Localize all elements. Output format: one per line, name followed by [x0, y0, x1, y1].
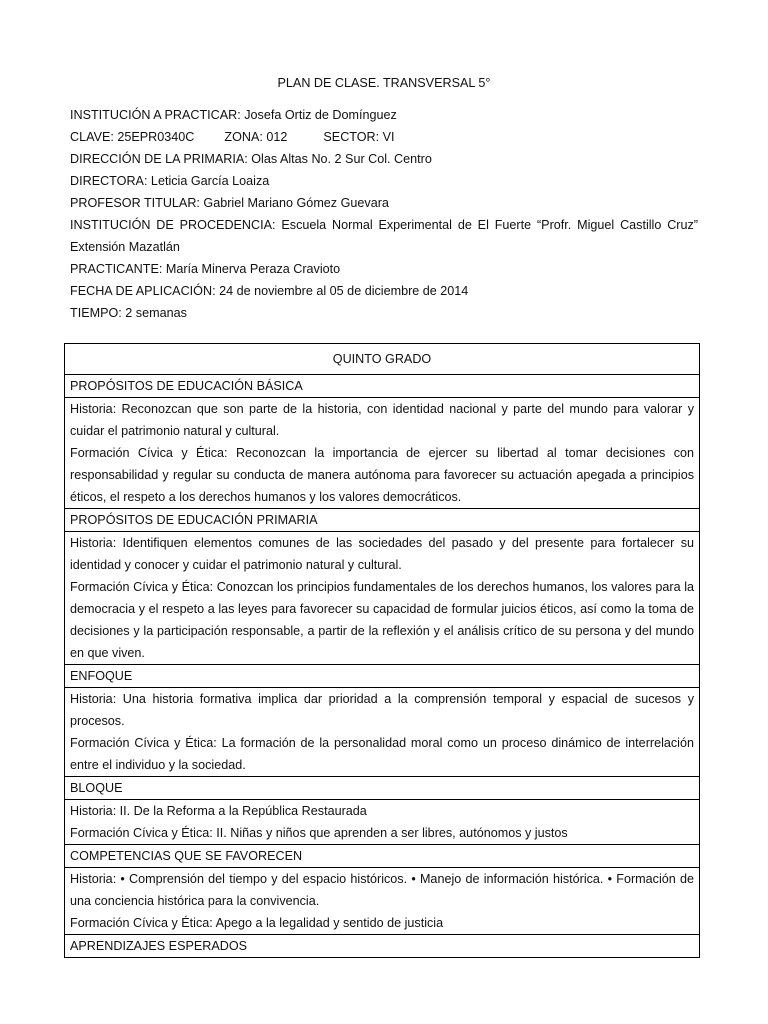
- section-body-row: [65, 868, 700, 935]
- clave-zona-sector-line: [70, 126, 698, 148]
- fecha-line: FECHA DE APLICACIÓN: 24 de noviembre al 05 de diciembre de 2014: [70, 284, 469, 298]
- plan-table: [64, 343, 700, 958]
- section-heading: APRENDIZAJES ESPERADOS: [65, 935, 700, 958]
- grade-row: [65, 344, 700, 375]
- section-body: [65, 868, 700, 935]
- paragraph-civica: Formación Cívica y Ética: Reconozcan la importancia de ejercer su libertad al tomar decisiones con responsabilidad y regular su conducta de manera autónoma para favorecer su actuación apegada a principios éticos, el respeto a los derechos humanos y los valores democráticos.: [70, 446, 694, 504]
- tiempo-line: TIEMPO: 2 semanas: [70, 306, 187, 320]
- section-body-row: [65, 532, 700, 665]
- direccion-line: DIRECCIÓN DE LA PRIMARIA: Olas Altas No. 2 Sur Col. Centro: [70, 152, 432, 166]
- section-body-row: [65, 688, 700, 777]
- section-body-row: [65, 800, 700, 845]
- section-body: [65, 532, 700, 665]
- paragraph-civica: Formación Cívica y Ética: Conozcan los principios fundamentales de los derechos humanos, los valores para la democracia y el respeto a las leyes para favorecer su capacidad de formular juicios éticos, así como la toma de decisiones y la participación responsable, a partir de la reflexión y el análisis crítico de su persona y del mundo en que viven.: [70, 580, 694, 660]
- section-body-row: [65, 398, 700, 509]
- section-body: [65, 800, 700, 845]
- paragraph-civica: Formación Cívica y Ética: II. Niñas y niños que aprenden a ser libres, autónomos y justos: [70, 826, 568, 840]
- grade-cell: QUINTO GRADO: [65, 344, 700, 375]
- section-heading: PROPÓSITOS DE EDUCACIÓN BÁSICA: [65, 375, 700, 398]
- paragraph-historia: Historia: Reconozcan que son parte de la historia, con identidad nacional y parte del mundo para valorar y cuidar el patrimonio natural y cultural.: [70, 402, 694, 438]
- procedencia-line: INSTITUCIÓN DE PROCEDENCIA: Escuela Normal Experimental de El Fuerte “Profr. Miguel Castillo Cruz” Extensión Mazatlán: [70, 218, 698, 254]
- document-title: PLAN DE CLASE. TRANSVERSAL 5°: [277, 76, 491, 90]
- zona-text: ZONA: 012: [224, 130, 288, 144]
- section-heading-row: [65, 375, 700, 398]
- section-heading-row: [65, 935, 700, 958]
- section-body: [65, 688, 700, 777]
- institucion-line: INSTITUCIÓN A PRACTICAR: Josefa Ortiz de Domínguez: [70, 108, 397, 122]
- section-heading-row: [65, 665, 700, 688]
- paragraph-historia: Historia: Identifiquen elementos comunes de las sociedades del pasado y del presente para fortalecer su identidad y conocer y cuidar el patrimonio natural y cultural.: [70, 536, 694, 572]
- profesor-line: PROFESOR TITULAR: Gabriel Mariano Gómez Guevara: [70, 196, 389, 210]
- paragraph-civica: Formación Cívica y Ética: Apego a la legalidad y sentido de justicia: [70, 916, 444, 930]
- sector-text: SECTOR: VI: [323, 130, 395, 144]
- section-heading-row: [65, 777, 700, 800]
- section-heading: PROPÓSITOS DE EDUCACIÓN PRIMARIA: [65, 509, 700, 532]
- section-heading-row: [65, 509, 700, 532]
- document-header: [70, 72, 698, 324]
- section-body: [65, 398, 700, 509]
- practicante-line: PRACTICANTE: María Minerva Peraza Cravioto: [70, 262, 341, 276]
- paragraph-historia: Historia: II. De la Reforma a la República Restaurada: [70, 804, 367, 818]
- clave-text: CLAVE: 25EPR0340C: [70, 130, 195, 144]
- section-heading-row: [65, 845, 700, 868]
- section-heading: COMPETENCIAS QUE SE FAVORECEN: [65, 845, 700, 868]
- paragraph-historia: Historia: • Comprensión del tiempo y del espacio históricos. • Manejo de información histórica. • Formación de una conciencia histórica para la convivencia.: [70, 872, 694, 908]
- section-heading: BLOQUE: [65, 777, 700, 800]
- paragraph-civica: Formación Cívica y Ética: La formación de la personalidad moral como un proceso dinámico de interrelación entre el individuo y la sociedad.: [70, 736, 694, 772]
- paragraph-historia: Historia: Una historia formativa implica dar prioridad a la comprensión temporal y espacial de sucesos y procesos.: [70, 692, 694, 728]
- section-heading: ENFOQUE: [65, 665, 700, 688]
- directora-line: DIRECTORA: Leticia García Loaiza: [70, 174, 270, 188]
